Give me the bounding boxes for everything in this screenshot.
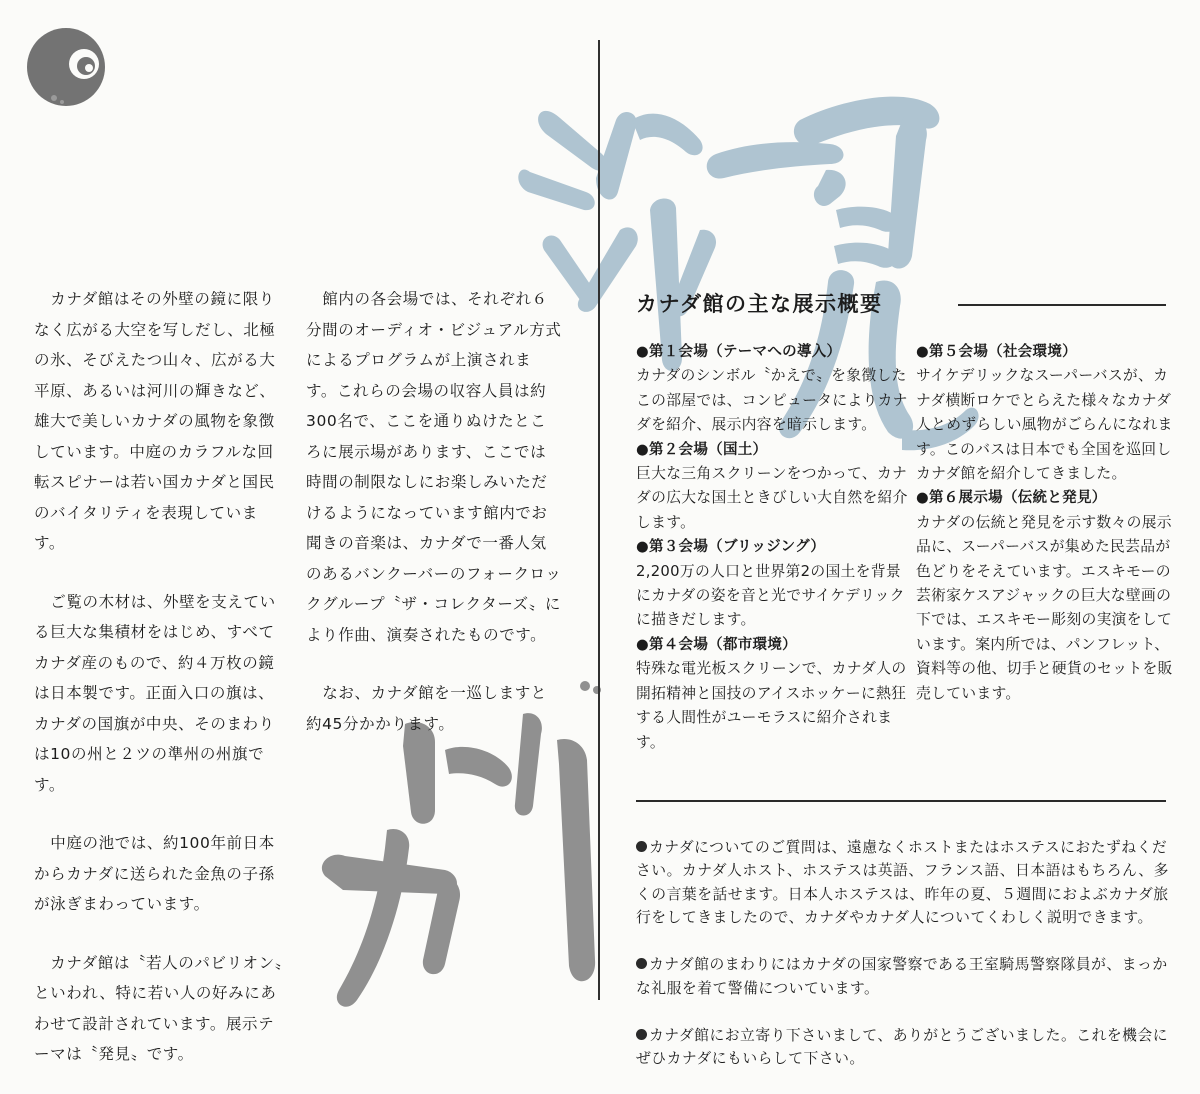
info-text: カナダについてのご質問は、遠慮なくホストまたはホステスにおたずねください。カナダ人ホスト、ホステスは英語、フランス語、日本語はもちろん、多くの言葉を話せます。日本人ホステスは、昨年の夏、５週間におよぶカナダ旅行をしてきましたので、カナダやカナダ人についてくわしく説明できます。 [636,838,1169,926]
theme-paragraph: カナダ館は〝若人のパビリオン〟といわれ、特に若い人の好みにあわせて設計されています。展示テーマは〝発見〟です。 [34,953,284,1063]
intro-paragraph: カナダ館はその外壁の鏡に限りなく広がる大空を写しだし、北極の氷、そびえたつ山々、広がる大平原、あるいは河川の輝きなど、雄大で美しいカナダの風物を象徴しています。中庭のカラフルな回転スピナーは若い国カナダと国民のバイタリティを表現しています。 [34,290,276,552]
hall-heading: ●第２会場（国土） [636,441,768,458]
info-text: カナダ館のまわりにはカナダの国家警察である王室騎馬警察隊員が、まっかな礼服を着て警備についています。 [636,956,1168,997]
hall-heading: ●第３会場（ブリッジング） [636,539,826,556]
hall-heading: ●第６展示場（伝統と発見） [916,490,1107,507]
duration-paragraph: なお、カナダ館を一巡しますと約45分かかります。 [306,684,547,733]
hall-item [636,535,912,633]
hall-description: カナダの伝統と発見を示す数々の展示品に、スーパーバスが集めた民芸品が色どりをそえています。エスキモーの芸術家ケスアジャックの巨大な壁画の下では、エスキモー彫刻の実演をしています。案内所では、パンフレット、資料等の他、切手と硬貨のセットを販売しています。 [916,513,1173,702]
hall-heading: ●第４会場（都市環境） [636,636,797,653]
hall-description: カナダのシンボル〝かえで〟を象徴したこの部屋では、コンピュータによりカナダを紹介、展示内容を暗示します。 [636,367,908,434]
vertical-divider [598,40,600,1000]
logo-emblem-icon [18,24,114,110]
hall-heading: ●第１会場（テーマへの導入） [636,344,842,360]
intro-column-left [34,284,284,1070]
hall-description: 巨大な三角スクリーンをつかって、カナダの広大な国土ときびしい大自然を紹介します。 [636,465,908,531]
visitor-info [636,812,1176,1094]
intro-column-middle [306,284,562,739]
hall-item [636,340,912,438]
info-item [636,1024,1176,1071]
overview-title: カナダ館の主な展示概要 [636,292,883,316]
bullet-icon [636,1029,647,1040]
hall-item [916,486,1178,706]
pond-paragraph: 中庭の池では、約100年前日本からカナダに送られた金魚の子孫が泳ぎまわっています。 [34,834,275,913]
hall-item [636,633,912,755]
info-text: カナダ館にお立寄り下さいまして、ありがとうございました。これを機会にぜひカナダにもいらして下さい。 [636,1026,1169,1067]
halls-list-left [636,340,912,755]
hall-item [636,438,912,536]
materials-paragraph: ご覧の木材は、外壁を支えている巨大な集積材をはじめ、すべてカナダ産のもので、約４万枚の鏡は日本製です。正面入口の旗は、カナダの国旗が中央、そのまわりは10の州と２ツの準州の州旗です。 [34,592,276,794]
hall-item [916,340,1178,486]
halls-list-right [916,340,1178,706]
info-rule [636,800,1166,802]
hall-description: 2,200万の人口と世界第2の国土を背景にカナダの姿を音と光でサイケデリックに描きだします。 [636,562,905,629]
program-paragraph: 館内の各会場では、それぞれ６分間のオーディオ・ビジュアル方式によるプログラムが上演されます。これらの会場の収容人員は約300名で、ここを通りぬけたところに展示場があります、ここでは時間の制限なしにお楽しみいただけるようになっています館内でお聞きの音楽は、カナダで一番人気のあるバンクーバーのフォークロックグループ〝ザ・コレクターズ〟により作曲、演奏されたものです。 [306,290,562,644]
title-rule [958,304,1166,306]
hall-description: 特殊な電光板スクリーンで、カナダ人の開拓精神と国技のアイスホッケーに熱狂する人間性がユーモラスに紹介されます。 [636,660,907,751]
bullet-icon [636,958,647,969]
info-item [636,836,1176,930]
hall-heading: ●第５会場（社会環境） [916,344,1077,360]
hall-description: サイケデリックなスーパーバスが、カナダ横断ロケでとらえた様々なカナダ人とめずらしい風物がごらんになれます。このバスは日本でも全国を巡回しカナダ館を紹介してきました。 [916,367,1173,483]
info-item [636,953,1176,1000]
bullet-icon [636,841,647,852]
